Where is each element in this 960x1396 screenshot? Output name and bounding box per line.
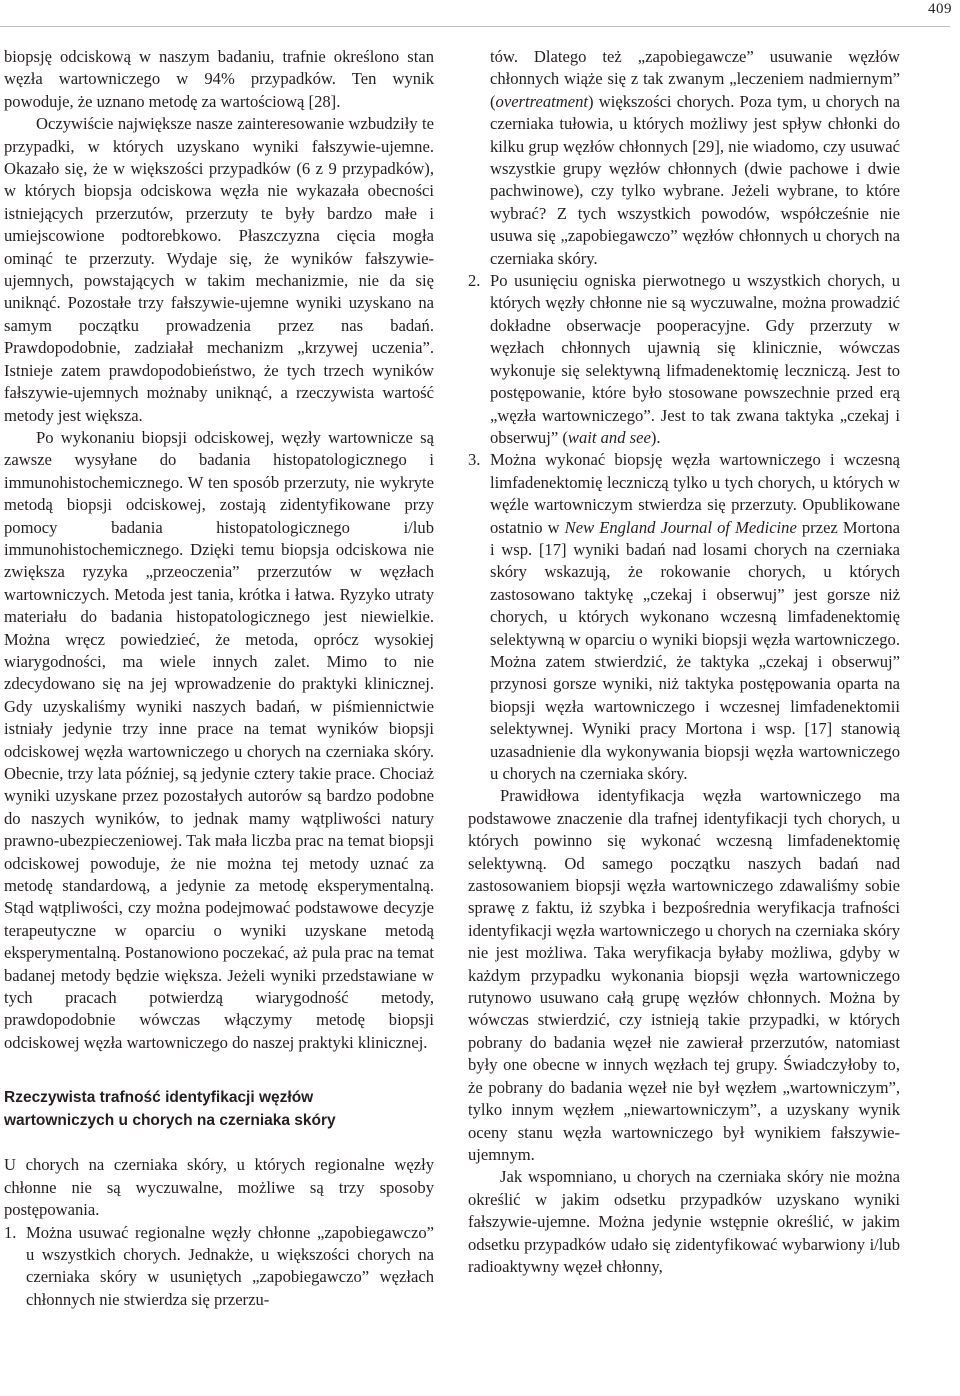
text-run: ). [650, 427, 661, 447]
list-item [468, 270, 900, 449]
list-item-continuation [468, 46, 900, 270]
section-heading [4, 1086, 434, 1132]
list-text: Można usuwać regionalne węzły chłonne „zapobiegawczo” u wszystkich chorych. Jednakże, u większości chorych na czerniaka skóry w usuniętych „zapobiegawczo” węzłach chłonnych nie stwierdza się przerzu- [26, 1222, 434, 1309]
left-column [4, 46, 434, 1311]
text-run: Po usunięciu ogniska pierwotnego u wszystkich chorych, u których węzły chłonne nie są wyczuwalne, można prowadzić dokładne obserwacje pooperacyjne. Gdy przerzuty w węzłach chłonnych ujawnią się klinicznie, wówczas wykonuje się selektywną lifmadenektomię leczniczą. Jest to postępowanie, które było stosowane powszechnie przed erą „węzła wartowniczego”. Jest to tak zwana taktyka „czekaj i obserwuj” ( [490, 271, 900, 447]
page-number: 409 [928, 1, 952, 17]
paragraph: Prawidłowa identyfikacja węzła wartowniczego ma podstawowe znaczenie dla trafnej identyfikacji tych chorych, u których powinno się wykonać wczesną limfadenektomię selektywną. Od samego początku naszych badań nad zastosowaniem biopsji węzła wartowniczego zdawaliśmy sobie sprawę z faktu, iż szybka i bezpośrednia weryfikacja trafności identyfikacji węzła wartowniczego u chorych na czerniaka skóry nie jest możliwa. Taka weryfikacja byłaby możliwa, gdyby w każdym przypadku wykonania biopsji węzła wartowniczego rutynowo usuwano całą grupę węzłów chłonnych. Można by wówczas stwierdzić, czy istnieją takie przypadki, w których pobrany do badania węzeł nie zawierał przerzutów, natomiast były one obecne w innych węzłach tej grupy. Świadczyłoby to, że pobrany do badania węzeł nie był węzłem „wartowniczym”, tylko innym węzłem „niewartowniczym”, a uzyskany wynik oceny stanu węzła wartowniczego był wynikiem fałszywie-ujemnym. [468, 786, 900, 1164]
paragraph: U chorych na czerniaka skóry, u których regionalne węzły chłonne nie są wyczuwalne, możliwe są trzy sposoby postępowania. [4, 1155, 434, 1220]
list-number: 2. [468, 271, 481, 291]
italic-term: overtreatment [495, 91, 588, 111]
right-column [468, 46, 900, 1278]
text-run: Można wykonać biopsję węzła wartowniczego i wczesną limfadenektomię leczniczą tylko u tych chorych, u których w węźle wartowniczym stwierdza się przerzuty. Opublikowane ostatnio w [490, 450, 900, 537]
paragraph: biopsję odciskową w naszym badaniu, trafnie określono stan węzła wartowniczego w 94% przypadków. Ten wynik powoduje, że uznano metodę za wartościową [28]. [4, 47, 434, 111]
list-item [468, 449, 900, 785]
list-text [490, 449, 900, 785]
list-item [4, 1222, 434, 1312]
section-heading-line: Rzeczywista trafność identyfikacji węzłów [4, 1089, 314, 1107]
list-number: 1. [4, 1222, 17, 1242]
text-run: przez Mortona i wsp. [17] wyniki badań nad losami chorych na czerniaka skóry wskazują, że rokowanie chorych, u których zastosowano taktykę „czekaj i obserwuj” jest gorsze niż chorych, u których wykonano wczesną limfadenektomię selektywną w oparciu o wyniki biopsji węzła wartowniczego. Można zatem stwierdzić, że taktyka „czekaj i obserwuj” przynosi gorsze wyniki, niż taktyka postępowania oparta na biopsji węzła wartowniczego i wczesnej limfadenektomii selektywnej. Wyniki pracy Mortona i wsp. [17] stanowią uzasadnienie dla wykonywania biopsji węzła wartowniczego u chorych na czerniaka skóry. [490, 517, 900, 783]
italic-term: wait and see [567, 427, 651, 447]
text-run: ) większości chorych. Poza tym, u chorych na czerniaka tułowia, u których możliwy jest spływ chłonki do kilku grup węzłów chłonnych [29], nie wiadomo, czy usuwać wszystkie grupy węzłów chłonnych (dwie pachowe i dwie pachwinowe), czy tylko wybrane. Jeżeli wybrane, to które wybrać? Z tych wszystkich powodów, współcześnie nie usuwa się „zapobiegawczo” węzłów chłonnych u chorych na czerniaka skóry. [490, 91, 900, 268]
list-text [490, 270, 900, 449]
header-rule [0, 26, 950, 27]
paragraph: Po wykonaniu biopsji odciskowej, węzły wartownicze są zawsze wysyłane do badania histopatologicznego i immunohistochemicznego. W ten sposób przerzuty, nie wykryte metodą biopsji odciskowej, zostają zidentyfikowane przy pomocy badania histopatologicznego i/lub immunohistochemicznego. Dzięki temu biopsja odciskowa nie zwiększa ryzyka „przeoczenia” przerzutów w węzłach wartowniczych. Metoda jest tania, krótka i łatwa. Ryzyko utraty materiału do badania histopatologicznego jest niewielkie. Można wręcz powiedzieć, że metoda, oprócz wysokiej wiarygodności, ma wiele innych zalet. Mimo to nie zdecydowano się na jej wprowadzenie do praktyki klinicznej. Gdy uzyskaliśmy wyniki naszych badań, w piśmiennictwie istniały jedynie trzy inne prace na temat wyników biopsji odciskowej węzła wartowniczego u chorych na czerniaka skóry. Obecnie, trzy lata później, są jedynie cztery takie prace. Chociaż wyniki uzyskane przez pozostałych autorów są bardzo podobne do naszych wyników, to jednak mamy wątpliwości natury prawno-ubezpieczeniowej. Tak mała liczba prac na temat biopsji odciskowej powoduje, że nie można tej metody uznać za metodę standardową, a jedynie za metodę eksperymentalną. Stąd wątpliwości, czy można podejmować podstawowe decyzje terapeutyczne w oparciu o wyniki uzyskane metodą eksperymentalną. Postanowiono poczekać, aż pula prac na temat badanej metody będzie większa. Jeżeli wyniki przedstawiane w tych pracach potwierdzą wiarygodność metody, prawdopodobnie wówczas włączymy metodę biopsji odciskowej węzła wartowniczego do naszej praktyki klinicznej. [4, 427, 434, 1052]
paragraph: Jak wspomniano, u chorych na czerniaka skóry nie można określić w jakim odsetku przypadków uzyskano wyniki fałszywie-ujemne. Można jedynie wstępnie określić, w jakim odsetku przypadków udało się zidentyfikować wybarwiony i/lub radioaktywny węzeł chłonny, [468, 1167, 900, 1276]
paragraph: Oczywiście największe nasze zainteresowanie wzbudziły te przypadki, w których uzyskano wyniki fałszywie-ujemne. Okazało się, że w większości przypadków (6 z 9 przypadków), w których biopsja odciskowa węzła nie wykazała obecności istniejących przerzutów, przerzuty te były bardzo małe i umiejscowione podtorebkowo. Płaszczyzna cięcia mogła ominąć te przerzuty. Wydaje się, że wyników fałszywie-ujemnych, powstających w takim mechanizmie, nie da się uniknąć. Pozostałe trzy fałszywie-ujemne wyniki uzyskano na samym początku prowadzenia przez nas badań. Prawdopodobnie, zadziałał mechanizm „krzywej uczenia”. Istnieje zatem prawdopodobieństwo, że tych trzech wyników fałszywie-ujemnych możnaby uniknąć, a rzeczywista wartość metody jest większa. [4, 114, 434, 425]
text-run: tów. Dlatego też „zapobiegawcze” usuwanie węzłów chłonnych wiąże się z tak zwanym „leczeniem nadmiernym” ( [490, 47, 900, 111]
section-heading-line: wartowniczych u chorych na czerniaka skóry [4, 1112, 336, 1130]
italic-term: New England Journal of Medicine [564, 517, 797, 537]
list-number: 3. [468, 450, 481, 470]
